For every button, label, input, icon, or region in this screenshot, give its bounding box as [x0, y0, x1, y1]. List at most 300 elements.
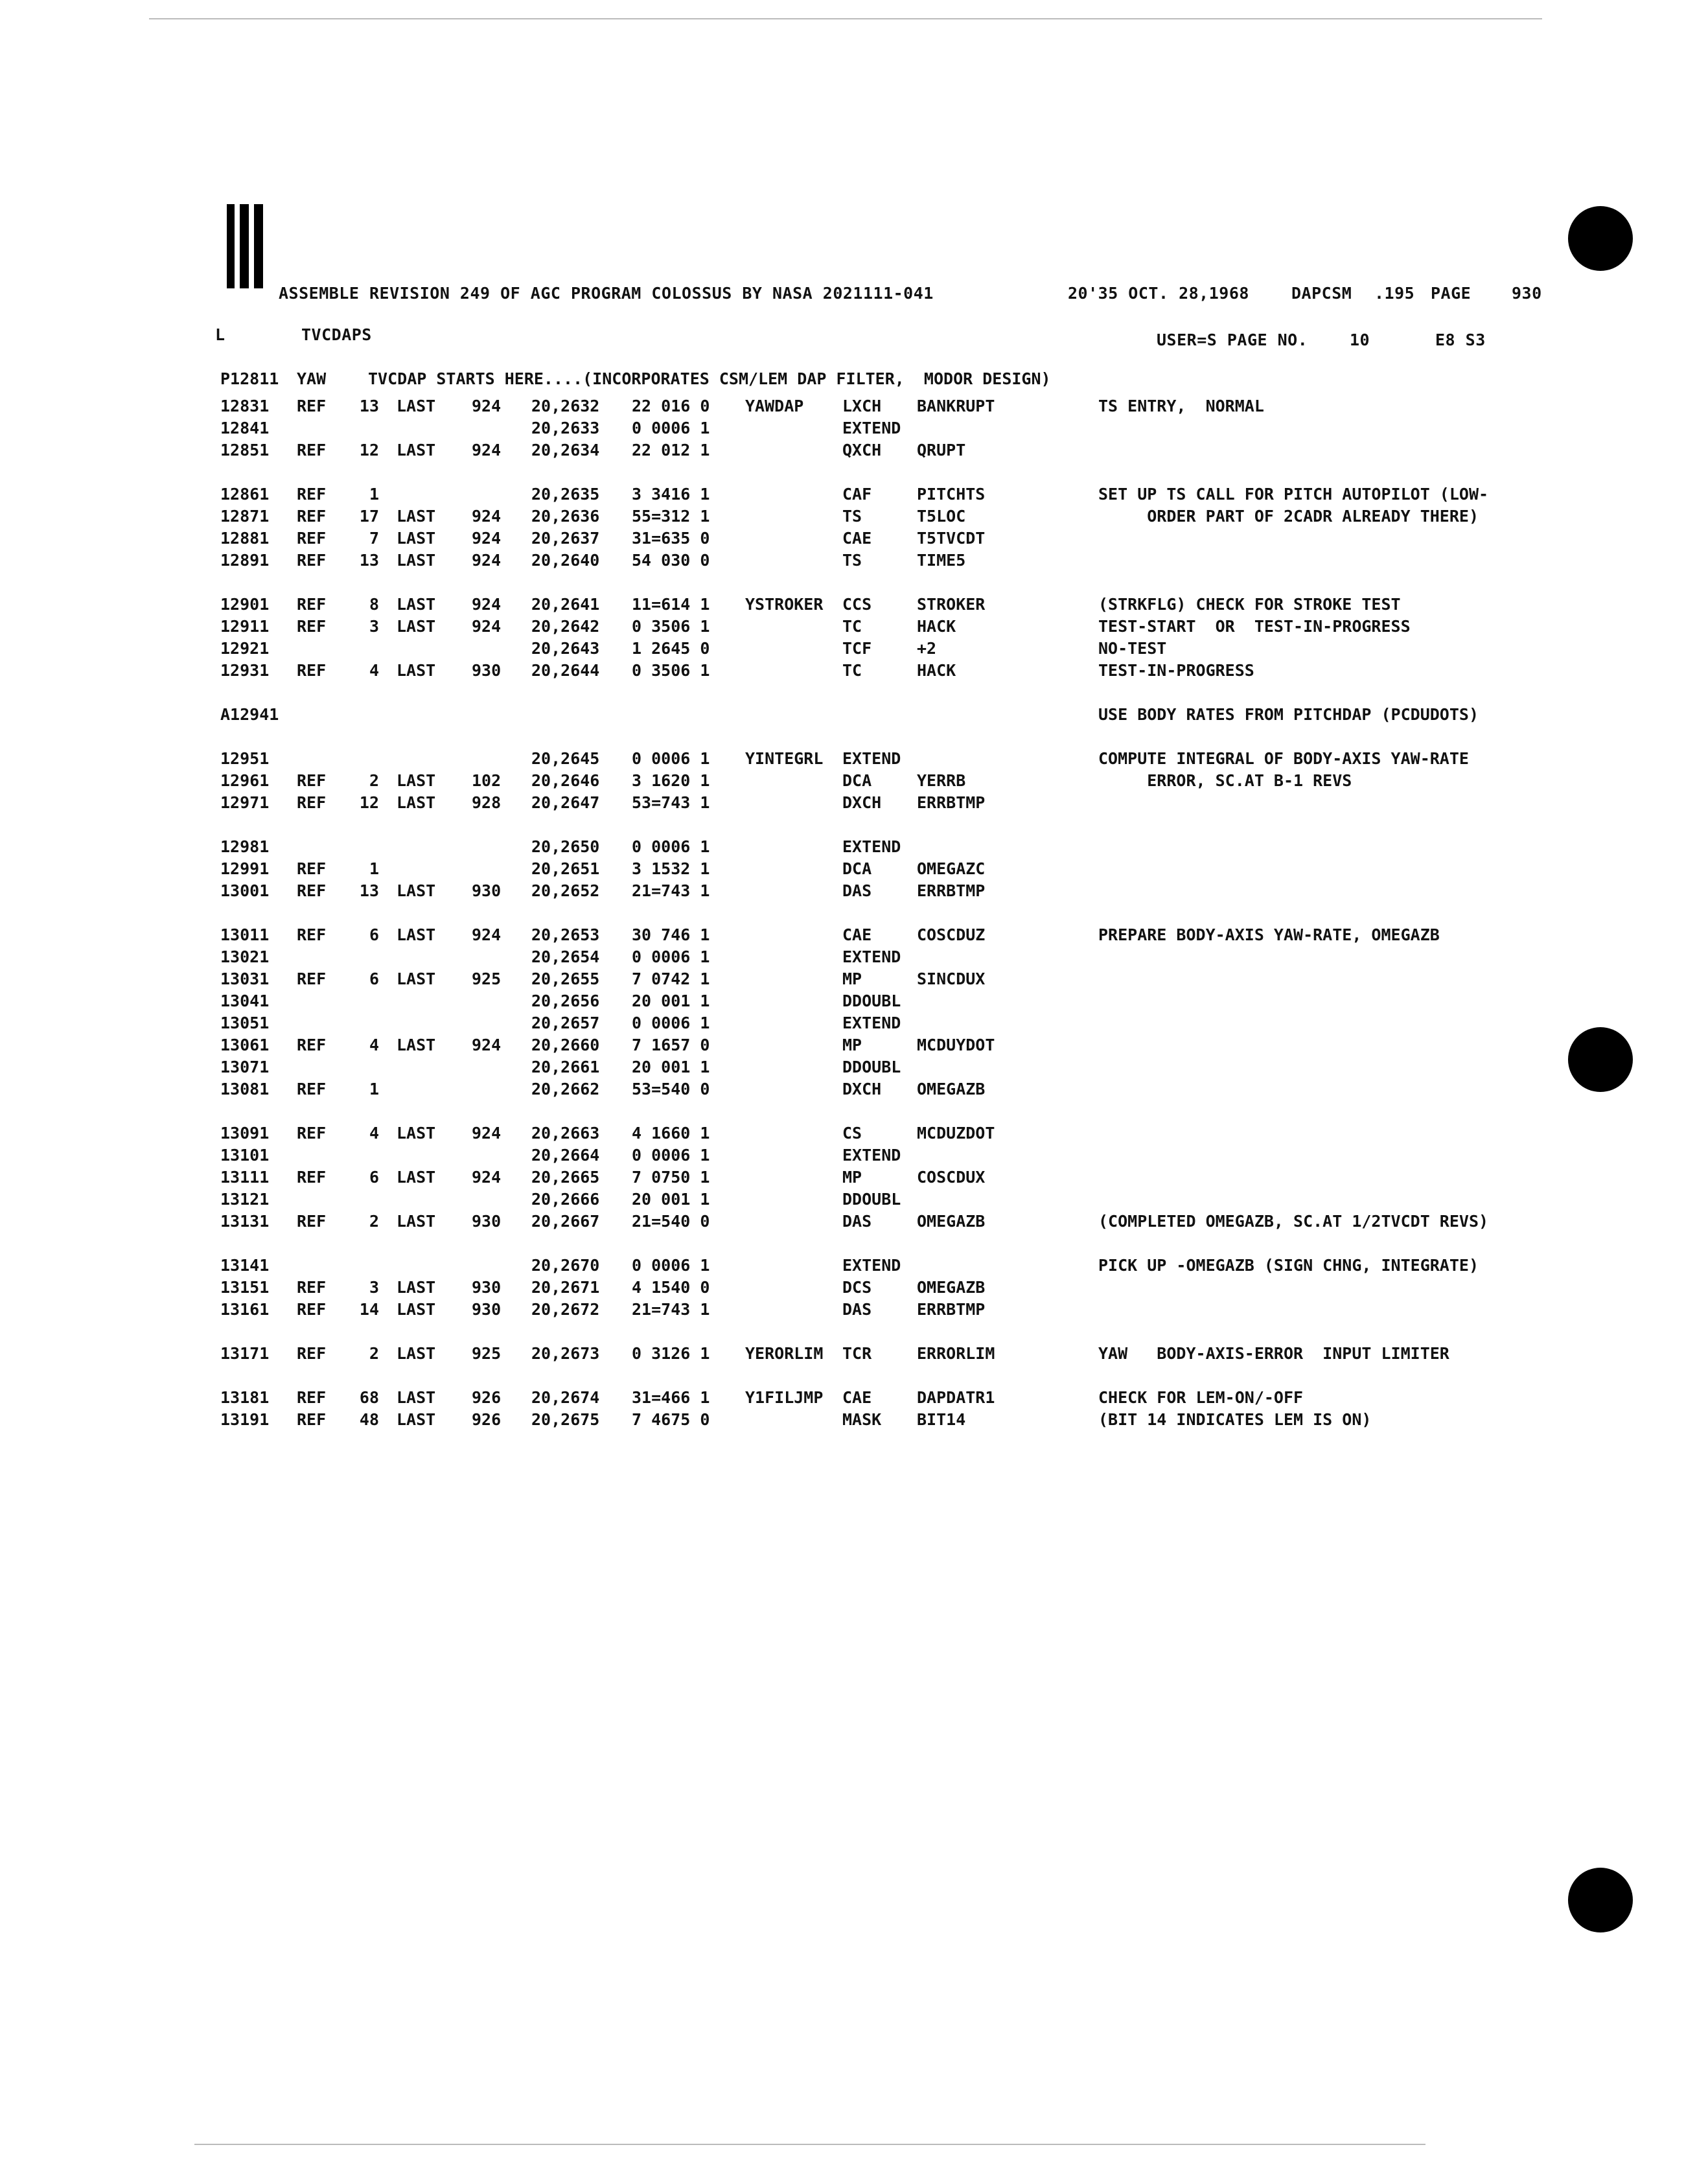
address: 20,2673: [531, 1344, 600, 1363]
address: 20,2666: [531, 1190, 600, 1209]
ref-count: 12: [359, 793, 379, 812]
opcode: TS: [842, 551, 862, 570]
sequence-number: 13151: [220, 1278, 270, 1297]
punch-hole-middle: [1568, 1027, 1633, 1092]
address: 20,2660: [531, 1036, 600, 1054]
ref-count: 12: [359, 441, 379, 459]
sequence-number: 13161: [220, 1300, 270, 1319]
opcode: CAF: [842, 485, 872, 504]
opcode: TC: [842, 617, 862, 636]
machine-code: 7 0750 1: [632, 1168, 710, 1187]
page-number: 930: [1512, 284, 1542, 303]
address: 20,2655: [531, 969, 600, 988]
last-page: 924: [472, 507, 502, 526]
ref-count: 6: [369, 925, 379, 944]
operand: OMEGAZC: [917, 859, 986, 878]
opcode: CAE: [842, 1388, 872, 1407]
last-page: 924: [472, 529, 502, 548]
opcode: TCR: [842, 1344, 872, 1363]
opcode: DDOUBL: [842, 1190, 901, 1209]
punch-hole-bottom: [1568, 1868, 1633, 1932]
ref-count: 13: [359, 881, 379, 900]
operand: YERRB: [917, 771, 966, 790]
machine-code: 0 3126 1: [632, 1344, 710, 1363]
ref-count: 2: [369, 771, 379, 790]
comment: PICK UP -OMEGAZB (SIGN CHNG, INTEGRATE): [1098, 1256, 1479, 1275]
sequence-number: 13181: [220, 1388, 270, 1407]
last-label: LAST: [397, 969, 436, 988]
ref-count: 4: [369, 1124, 379, 1143]
operand: ERRORLIM: [917, 1344, 995, 1363]
last-label: LAST: [397, 529, 436, 548]
last-page: 924: [472, 617, 502, 636]
machine-code: 20 001 1: [632, 1058, 710, 1076]
opcode: EXTEND: [842, 947, 901, 966]
symbol-label: YAWDAP: [745, 397, 804, 415]
operand: ERRBTMP: [917, 793, 986, 812]
comment: ORDER PART OF 2CADR ALREADY THERE): [1098, 507, 1479, 526]
right-code: E8 S3: [1435, 331, 1486, 349]
operand: BANKRUPT: [917, 397, 995, 415]
ref-label: REF: [297, 441, 327, 459]
machine-code: 20 001 1: [632, 992, 710, 1010]
last-label: LAST: [397, 1344, 436, 1363]
opcode: QXCH: [842, 441, 882, 459]
ref-count: 1: [369, 1080, 379, 1098]
ref-label: REF: [297, 881, 327, 900]
machine-code: 0 3506 1: [632, 617, 710, 636]
sequence-number: 12831: [220, 397, 270, 415]
ref-count: 68: [359, 1388, 379, 1407]
sequence-number: 12971: [220, 793, 270, 812]
address: 20,2643: [531, 639, 600, 658]
operand: T5TVCDT: [917, 529, 986, 548]
last-label: LAST: [397, 551, 436, 570]
ref-label: REF: [297, 1300, 327, 1319]
ref-label: REF: [297, 1388, 327, 1407]
sequence-number: 12951: [220, 749, 270, 768]
ref-label: REF: [297, 969, 327, 988]
operand: +2: [917, 639, 937, 658]
last-page: 928: [472, 793, 502, 812]
symbol-label: YSTROKER: [745, 595, 824, 614]
sequence-number: 12981: [220, 837, 270, 856]
scan-artifact-bottom: [194, 2144, 1425, 2145]
machine-code: 4 1540 0: [632, 1278, 710, 1297]
last-page: 924: [472, 925, 502, 944]
operand: ERRBTMP: [917, 1300, 986, 1319]
address: 20,2656: [531, 992, 600, 1010]
address: 20,2635: [531, 485, 600, 504]
opcode: CAE: [842, 529, 872, 548]
machine-code: 7 1657 0: [632, 1036, 710, 1054]
sequence-number: 13061: [220, 1036, 270, 1054]
address: 20,2652: [531, 881, 600, 900]
last-page: 924: [472, 1168, 502, 1187]
address: 20,2671: [531, 1278, 600, 1297]
opcode: MASK: [842, 1410, 882, 1429]
sequence-number: 12911: [220, 617, 270, 636]
sequence-number: 13021: [220, 947, 270, 966]
address: 20,2657: [531, 1014, 600, 1032]
sequence-number: 12861: [220, 485, 270, 504]
address: 20,2637: [531, 529, 600, 548]
sequence-number: 12991: [220, 859, 270, 878]
sequence-number: 13131: [220, 1212, 270, 1231]
machine-code: 7 0742 1: [632, 969, 710, 988]
address: 20,2634: [531, 441, 600, 459]
machine-code: 55=312 1: [632, 507, 710, 526]
sequence-number: 13111: [220, 1168, 270, 1187]
assembly-title: ASSEMBLE REVISION 249 OF AGC PROGRAM COLOSSUS BY NASA 2021111-041: [279, 284, 934, 303]
last-label: LAST: [397, 1300, 436, 1319]
operand: HACK: [917, 617, 956, 636]
last-page: 930: [472, 881, 502, 900]
opcode: EXTEND: [842, 749, 901, 768]
machine-code: 21=743 1: [632, 881, 710, 900]
last-label: LAST: [397, 771, 436, 790]
ref-label: REF: [297, 1212, 327, 1231]
sequence-number: 13171: [220, 1344, 270, 1363]
ref-label: REF: [297, 1124, 327, 1143]
address: 20,2670: [531, 1256, 600, 1275]
operand: T5LOC: [917, 507, 966, 526]
machine-code: 3 1532 1: [632, 859, 710, 878]
ref-count: 13: [359, 397, 379, 415]
ref-label: REF: [297, 1080, 327, 1098]
machine-code: 4 1660 1: [632, 1124, 710, 1143]
machine-code: 0 0006 1: [632, 419, 710, 437]
machine-code: 31=466 1: [632, 1388, 710, 1407]
ref-label: REF: [297, 617, 327, 636]
last-page: 930: [472, 661, 502, 680]
title-text: TVCDAP STARTS HERE....(INCORPORATES CSM/LEM DAP FILTER, MODOR DESIGN): [368, 369, 1051, 388]
machine-code: 30 746 1: [632, 925, 710, 944]
sequence-number: 13121: [220, 1190, 270, 1209]
ref-count: 1: [369, 859, 379, 878]
machine-code: 21=743 1: [632, 1300, 710, 1319]
ref-count: 6: [369, 969, 379, 988]
ref-count: 2: [369, 1344, 379, 1363]
sequence-number: 13101: [220, 1146, 270, 1165]
ref-label: REF: [297, 925, 327, 944]
operand: ERRBTMP: [917, 881, 986, 900]
address: 20,2653: [531, 925, 600, 944]
last-page: 102: [472, 771, 502, 790]
opcode: MP: [842, 1036, 862, 1054]
last-label: LAST: [397, 1212, 436, 1231]
opcode: DDOUBL: [842, 992, 901, 1010]
comment: TS ENTRY, NORMAL: [1098, 397, 1264, 415]
opcode: DAS: [842, 1212, 872, 1231]
operand: OMEGAZB: [917, 1212, 986, 1231]
opcode: TCF: [842, 639, 872, 658]
opcode: DCA: [842, 859, 872, 878]
sequence-number: 12891: [220, 551, 270, 570]
last-label: LAST: [397, 507, 436, 526]
sequence-number: 13071: [220, 1058, 270, 1076]
operand: OMEGAZB: [917, 1278, 986, 1297]
address: 20,2642: [531, 617, 600, 636]
ref-label: REF: [297, 485, 327, 504]
opcode: DAS: [842, 881, 872, 900]
sequence-number: A12941: [220, 705, 279, 724]
title-line: [0, 369, 1051, 391]
ref-count: 3: [369, 1278, 379, 1297]
ref-label: REF: [297, 529, 327, 548]
last-label: LAST: [397, 441, 436, 459]
program-name: DAPCSM: [1291, 284, 1352, 303]
operand: SINCDUX: [917, 969, 986, 988]
address: 20,2633: [531, 419, 600, 437]
ref-count: 4: [369, 1036, 379, 1054]
operand: STROKER: [917, 595, 986, 614]
address: 20,2661: [531, 1058, 600, 1076]
comment: TEST-START OR TEST-IN-PROGRESS: [1098, 617, 1411, 636]
sequence-number: 12931: [220, 661, 270, 680]
comment: TEST-IN-PROGRESS: [1098, 661, 1254, 680]
address: 20,2675: [531, 1410, 600, 1429]
opcode: MP: [842, 969, 862, 988]
last-page: 925: [472, 969, 502, 988]
comment: (BIT 14 INDICATES LEM IS ON): [1098, 1410, 1372, 1429]
comment: COMPUTE INTEGRAL OF BODY-AXIS YAW-RATE: [1098, 749, 1469, 768]
opcode: EXTEND: [842, 419, 901, 437]
machine-code: 53=540 0: [632, 1080, 710, 1098]
opcode: DCA: [842, 771, 872, 790]
last-page: 924: [472, 397, 502, 415]
operand: COSCDUX: [917, 1168, 986, 1187]
address: 20,2663: [531, 1124, 600, 1143]
sequence-number: 13031: [220, 969, 270, 988]
address: 20,2641: [531, 595, 600, 614]
comment: YAW BODY-AXIS-ERROR INPUT LIMITER: [1098, 1344, 1449, 1363]
opcode: CS: [842, 1124, 862, 1143]
machine-code: 53=743 1: [632, 793, 710, 812]
ref-label: REF: [297, 1344, 327, 1363]
opcode: EXTEND: [842, 1256, 901, 1275]
last-page: 930: [472, 1300, 502, 1319]
sequence-number: P12811: [220, 369, 279, 388]
operand: COSCDUZ: [917, 925, 986, 944]
last-label: LAST: [397, 617, 436, 636]
user-page-label: USER=S PAGE NO.: [1157, 331, 1308, 349]
last-label: LAST: [397, 1410, 436, 1429]
last-page: 926: [472, 1388, 502, 1407]
last-page: 924: [472, 441, 502, 459]
user-page-number: 10: [1350, 331, 1370, 349]
machine-code: 31=635 0: [632, 529, 710, 548]
last-page: 930: [472, 1212, 502, 1231]
last-label: LAST: [397, 595, 436, 614]
ref-label: REF: [297, 859, 327, 878]
program-version: .195: [1374, 284, 1415, 303]
address: 20,2645: [531, 749, 600, 768]
ref-count: 3: [369, 617, 379, 636]
opcode: EXTEND: [842, 1146, 901, 1165]
last-label: LAST: [397, 1388, 436, 1407]
machine-code: 11=614 1: [632, 595, 710, 614]
operand: TIME5: [917, 551, 966, 570]
machine-code: 1 2645 0: [632, 639, 710, 658]
opcode: MP: [842, 1168, 862, 1187]
sequence-number: 13141: [220, 1256, 270, 1275]
ref-label: REF: [297, 771, 327, 790]
address: 20,2667: [531, 1212, 600, 1231]
ref-count: 48: [359, 1410, 379, 1429]
sequence-number: 12851: [220, 441, 270, 459]
machine-code: 0 3506 1: [632, 661, 710, 680]
address: 20,2665: [531, 1168, 600, 1187]
ref-label: REF: [297, 551, 327, 570]
last-label: LAST: [397, 793, 436, 812]
ref-count: 1: [369, 485, 379, 504]
opcode: TC: [842, 661, 862, 680]
comment: USE BODY RATES FROM PITCHDAP (PCDUDOTS): [1098, 705, 1479, 724]
sequence-number: 13191: [220, 1410, 270, 1429]
machine-code: 0 0006 1: [632, 837, 710, 856]
operand: MCDUYDOT: [917, 1036, 995, 1054]
last-label: LAST: [397, 1278, 436, 1297]
opcode: CAE: [842, 925, 872, 944]
machine-code: 0 0006 1: [632, 1146, 710, 1165]
symbol-label: YINTEGRL: [745, 749, 824, 768]
machine-code: 0 0006 1: [632, 1014, 710, 1032]
opcode: EXTEND: [842, 837, 901, 856]
last-page: 925: [472, 1344, 502, 1363]
address: 20,2664: [531, 1146, 600, 1165]
ref-label: REF: [297, 661, 327, 680]
ref-label: REF: [297, 595, 327, 614]
sequence-number: 12841: [220, 419, 270, 437]
address: 20,2672: [531, 1300, 600, 1319]
machine-code: 0 0006 1: [632, 749, 710, 768]
address: 20,2654: [531, 947, 600, 966]
ref-label: REF: [297, 507, 327, 526]
machine-code: 7 4675 0: [632, 1410, 710, 1429]
last-page: 924: [472, 595, 502, 614]
last-page: 924: [472, 1124, 502, 1143]
opcode: EXTEND: [842, 1014, 901, 1032]
last-page: 926: [472, 1410, 502, 1429]
ref-count: 2: [369, 1212, 379, 1231]
ref-count: 13: [359, 551, 379, 570]
opcode: DDOUBL: [842, 1058, 901, 1076]
ref-label: REF: [297, 1410, 327, 1429]
last-label: LAST: [397, 925, 436, 944]
operand: PITCHTS: [917, 485, 986, 504]
sequence-number: 13011: [220, 925, 270, 944]
ref-count: 4: [369, 661, 379, 680]
machine-code: 22 012 1: [632, 441, 710, 459]
last-page: 924: [472, 1036, 502, 1054]
ref-label: REF: [297, 1278, 327, 1297]
comment: CHECK FOR LEM-ON/-OFF: [1098, 1388, 1304, 1407]
title-axis: YAW: [297, 369, 327, 388]
address: 20,2640: [531, 551, 600, 570]
listing-date: 20'35 OCT. 28,1968: [1068, 284, 1249, 303]
ref-label: REF: [297, 1168, 327, 1187]
sequence-number: 12921: [220, 639, 270, 658]
operand: OMEGAZB: [917, 1080, 986, 1098]
last-label: LAST: [397, 661, 436, 680]
last-label: LAST: [397, 397, 436, 415]
sequence-number: 12871: [220, 507, 270, 526]
scan-artifact-top: [149, 18, 1542, 19]
opcode: LXCH: [842, 397, 882, 415]
operand: MCDUZDOT: [917, 1124, 995, 1143]
address: 20,2644: [531, 661, 600, 680]
sequence-number: 12881: [220, 529, 270, 548]
address: 20,2662: [531, 1080, 600, 1098]
opcode: DXCH: [842, 1080, 882, 1098]
sequence-number: 13081: [220, 1080, 270, 1098]
opcode: TS: [842, 507, 862, 526]
sequence-number: 13051: [220, 1014, 270, 1032]
operand: BIT14: [917, 1410, 966, 1429]
last-page: 930: [472, 1278, 502, 1297]
address: 20,2647: [531, 793, 600, 812]
machine-code: 0 0006 1: [632, 947, 710, 966]
ref-count: 8: [369, 595, 379, 614]
ref-label: REF: [297, 1036, 327, 1054]
last-page: 924: [472, 551, 502, 570]
last-label: LAST: [397, 1124, 436, 1143]
address: 20,2636: [531, 507, 600, 526]
sequence-number: 13091: [220, 1124, 270, 1143]
section-name: TVCDAPS: [301, 325, 372, 344]
machine-code: 22 016 0: [632, 397, 710, 415]
address: 20,2646: [531, 771, 600, 790]
operand: HACK: [917, 661, 956, 680]
comment: SET UP TS CALL FOR PITCH AUTOPILOT (LOW-: [1098, 485, 1489, 504]
machine-code: 0 0006 1: [632, 1256, 710, 1275]
comment: NO-TEST: [1098, 639, 1167, 658]
machine-code: 54 030 0: [632, 551, 710, 570]
ref-count: 6: [369, 1168, 379, 1187]
ref-count: 7: [369, 529, 379, 548]
opcode: DAS: [842, 1300, 872, 1319]
opcode: DCS: [842, 1278, 872, 1297]
sequence-number: 13001: [220, 881, 270, 900]
last-label: LAST: [397, 881, 436, 900]
last-label: LAST: [397, 1168, 436, 1187]
machine-code: 3 1620 1: [632, 771, 710, 790]
operand: DAPDATR1: [917, 1388, 995, 1407]
comment: ERROR, SC.AT B-1 REVS: [1098, 771, 1352, 790]
ref-label: REF: [297, 793, 327, 812]
comment: PREPARE BODY-AXIS YAW-RATE, OMEGAZB: [1098, 925, 1440, 944]
symbol-label: YERORLIM: [745, 1344, 824, 1363]
sequence-number: 12961: [220, 771, 270, 790]
sequence-number: 13041: [220, 992, 270, 1010]
ref-label: REF: [297, 397, 327, 415]
machine-code: 21=540 0: [632, 1212, 710, 1231]
opcode: CCS: [842, 595, 872, 614]
opcode: DXCH: [842, 793, 882, 812]
address: 20,2650: [531, 837, 600, 856]
left-code: L: [215, 325, 225, 344]
page-label: PAGE: [1431, 284, 1471, 303]
symbol-label: Y1FILJMP: [745, 1388, 824, 1407]
sequence-number: 12901: [220, 595, 270, 614]
ref-count: 17: [359, 507, 379, 526]
comment: (COMPLETED OMEGAZB, SC.AT 1/2TVCDT REVS): [1098, 1212, 1489, 1231]
last-label: LAST: [397, 1036, 436, 1054]
address: 20,2632: [531, 397, 600, 415]
ref-count: 14: [359, 1300, 379, 1319]
machine-code: 20 001 1: [632, 1190, 710, 1209]
